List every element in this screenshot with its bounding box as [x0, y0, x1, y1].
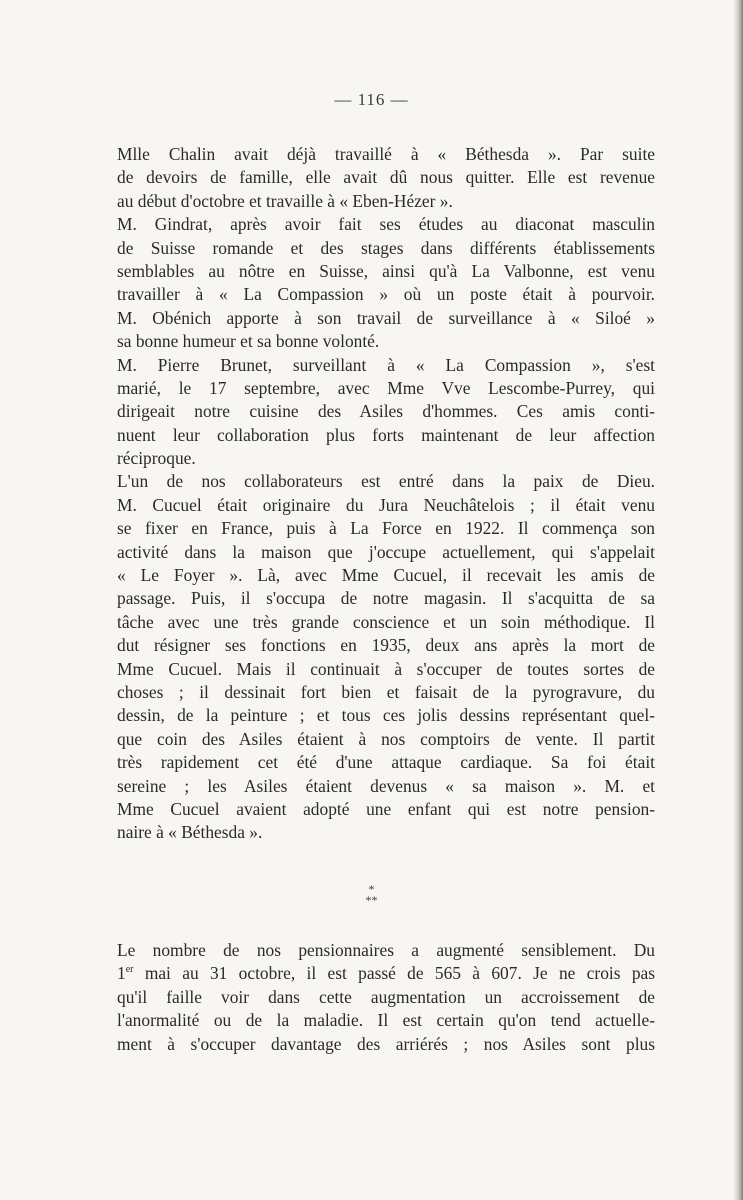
text-line: sa bonne humeur et sa bonne volonté.: [117, 331, 380, 352]
text-line: sereine ; les Asiles étaient devenus « sa maison ». M. et: [117, 775, 655, 796]
text-line: se fixer en France, puis à La Force en 1922. Il commença son: [117, 518, 655, 539]
text-fragment: 1: [117, 963, 126, 984]
text-line: tâche avec une très grande conscience et un soin méthodique. Il: [117, 611, 655, 632]
text-line: activité dans la maison que j'occupe actuellement, qui s'appelait: [117, 541, 655, 562]
text-fragment: mai au 31 octobre, il est passé de 565 à 607. Je ne crois pas: [133, 963, 655, 984]
text-line: marié, le 17 septembre, avec Mme Vve Lescombe-Purrey, qui: [117, 377, 655, 398]
text-line: [117, 962, 655, 985]
text-line: travailler à « La Compassion » où un poste était à pourvoir.: [117, 284, 655, 305]
text-line: semblables au nôtre en Suisse, ainsi qu'à La Valbonne, est venu: [117, 260, 655, 281]
text-line: réciproque.: [117, 448, 196, 469]
text-line: M. Gindrat, après avoir fait ses études au diaconat masculin: [117, 214, 655, 235]
page-edge-shadow: [733, 0, 743, 1200]
text-line: de Suisse romande et des stages dans différents établissements: [117, 237, 655, 258]
separator-star-top: *: [368, 882, 375, 896]
section-separator: [0, 884, 743, 906]
text-line: Mlle Chalin avait déjà travaillé à « Béthesda ». Par suite: [117, 144, 655, 164]
text-line: de devoirs de famille, elle avait dû nous quitter. Elle est revenue: [117, 167, 655, 188]
text-line: Mme Cucuel avaient adopté une enfant qui est notre pension-: [117, 798, 655, 819]
text-line: dirigeait notre cuisine des Asiles d'hommes. Ces amis conti-: [117, 401, 655, 422]
text-line: choses ; il dessinait fort bien et faisait de la pyrogravure, du: [117, 681, 655, 702]
text-line: ment à s'occuper davantage des arriérés ; nos Asiles sont plus: [117, 1033, 655, 1054]
text-line: L'un de nos collaborateurs est entré dans la paix de Dieu.: [117, 471, 655, 492]
ordinal-superscript: er: [125, 964, 134, 976]
text-line: « Le Foyer ». Là, avec Mme Cucuel, il recevait les amis de: [117, 565, 655, 586]
text-line: l'anormalité ou de la maladie. Il est certain qu'on tend actuelle-: [117, 1010, 655, 1031]
text-line: Mme Cucuel. Mais il continuait à s'occuper de toutes sortes de: [117, 658, 655, 679]
body-text-section-1: [117, 143, 655, 845]
text-line: Le nombre de nos pensionnaires a augmenté sensiblement. Du: [117, 940, 655, 960]
text-line: que coin des Asiles étaient à nos comptoirs de vente. Il partit: [117, 728, 655, 749]
text-line: nuent leur collaboration plus forts maintenant de leur affection: [117, 424, 655, 445]
text-line: M. Cucuel était originaire du Jura Neuchâtelois ; il était venu: [117, 494, 655, 515]
text-line: dut résigner ses fonctions en 1935, deux ans après la mort de: [117, 635, 655, 656]
text-line: qu'il faille voir dans cette augmentation un accroissement de: [117, 986, 655, 1007]
separator-star-bottom: **: [365, 893, 378, 907]
body-text-section-2: [117, 939, 655, 1056]
text-line: M. Pierre Brunet, surveillant à « La Compassion », s'est: [117, 354, 655, 375]
page-number: — 116 —: [334, 90, 409, 109]
text-line: dessin, de la peinture ; et tous ces jolis dessins représentant quel-: [117, 705, 655, 726]
text-line: M. Obénich apporte à son travail de surveillance à « Siloé »: [117, 307, 655, 328]
text-line: passage. Puis, il s'occupa de notre magasin. Il s'acquitta de sa: [117, 588, 655, 609]
text-line: au début d'octobre et travaille à « Eben-Hézer ».: [117, 190, 453, 211]
text-line: naire à « Béthesda ».: [117, 822, 263, 843]
text-line: très rapidement cet été d'une attaque cardiaque. Sa foi était: [117, 752, 655, 773]
